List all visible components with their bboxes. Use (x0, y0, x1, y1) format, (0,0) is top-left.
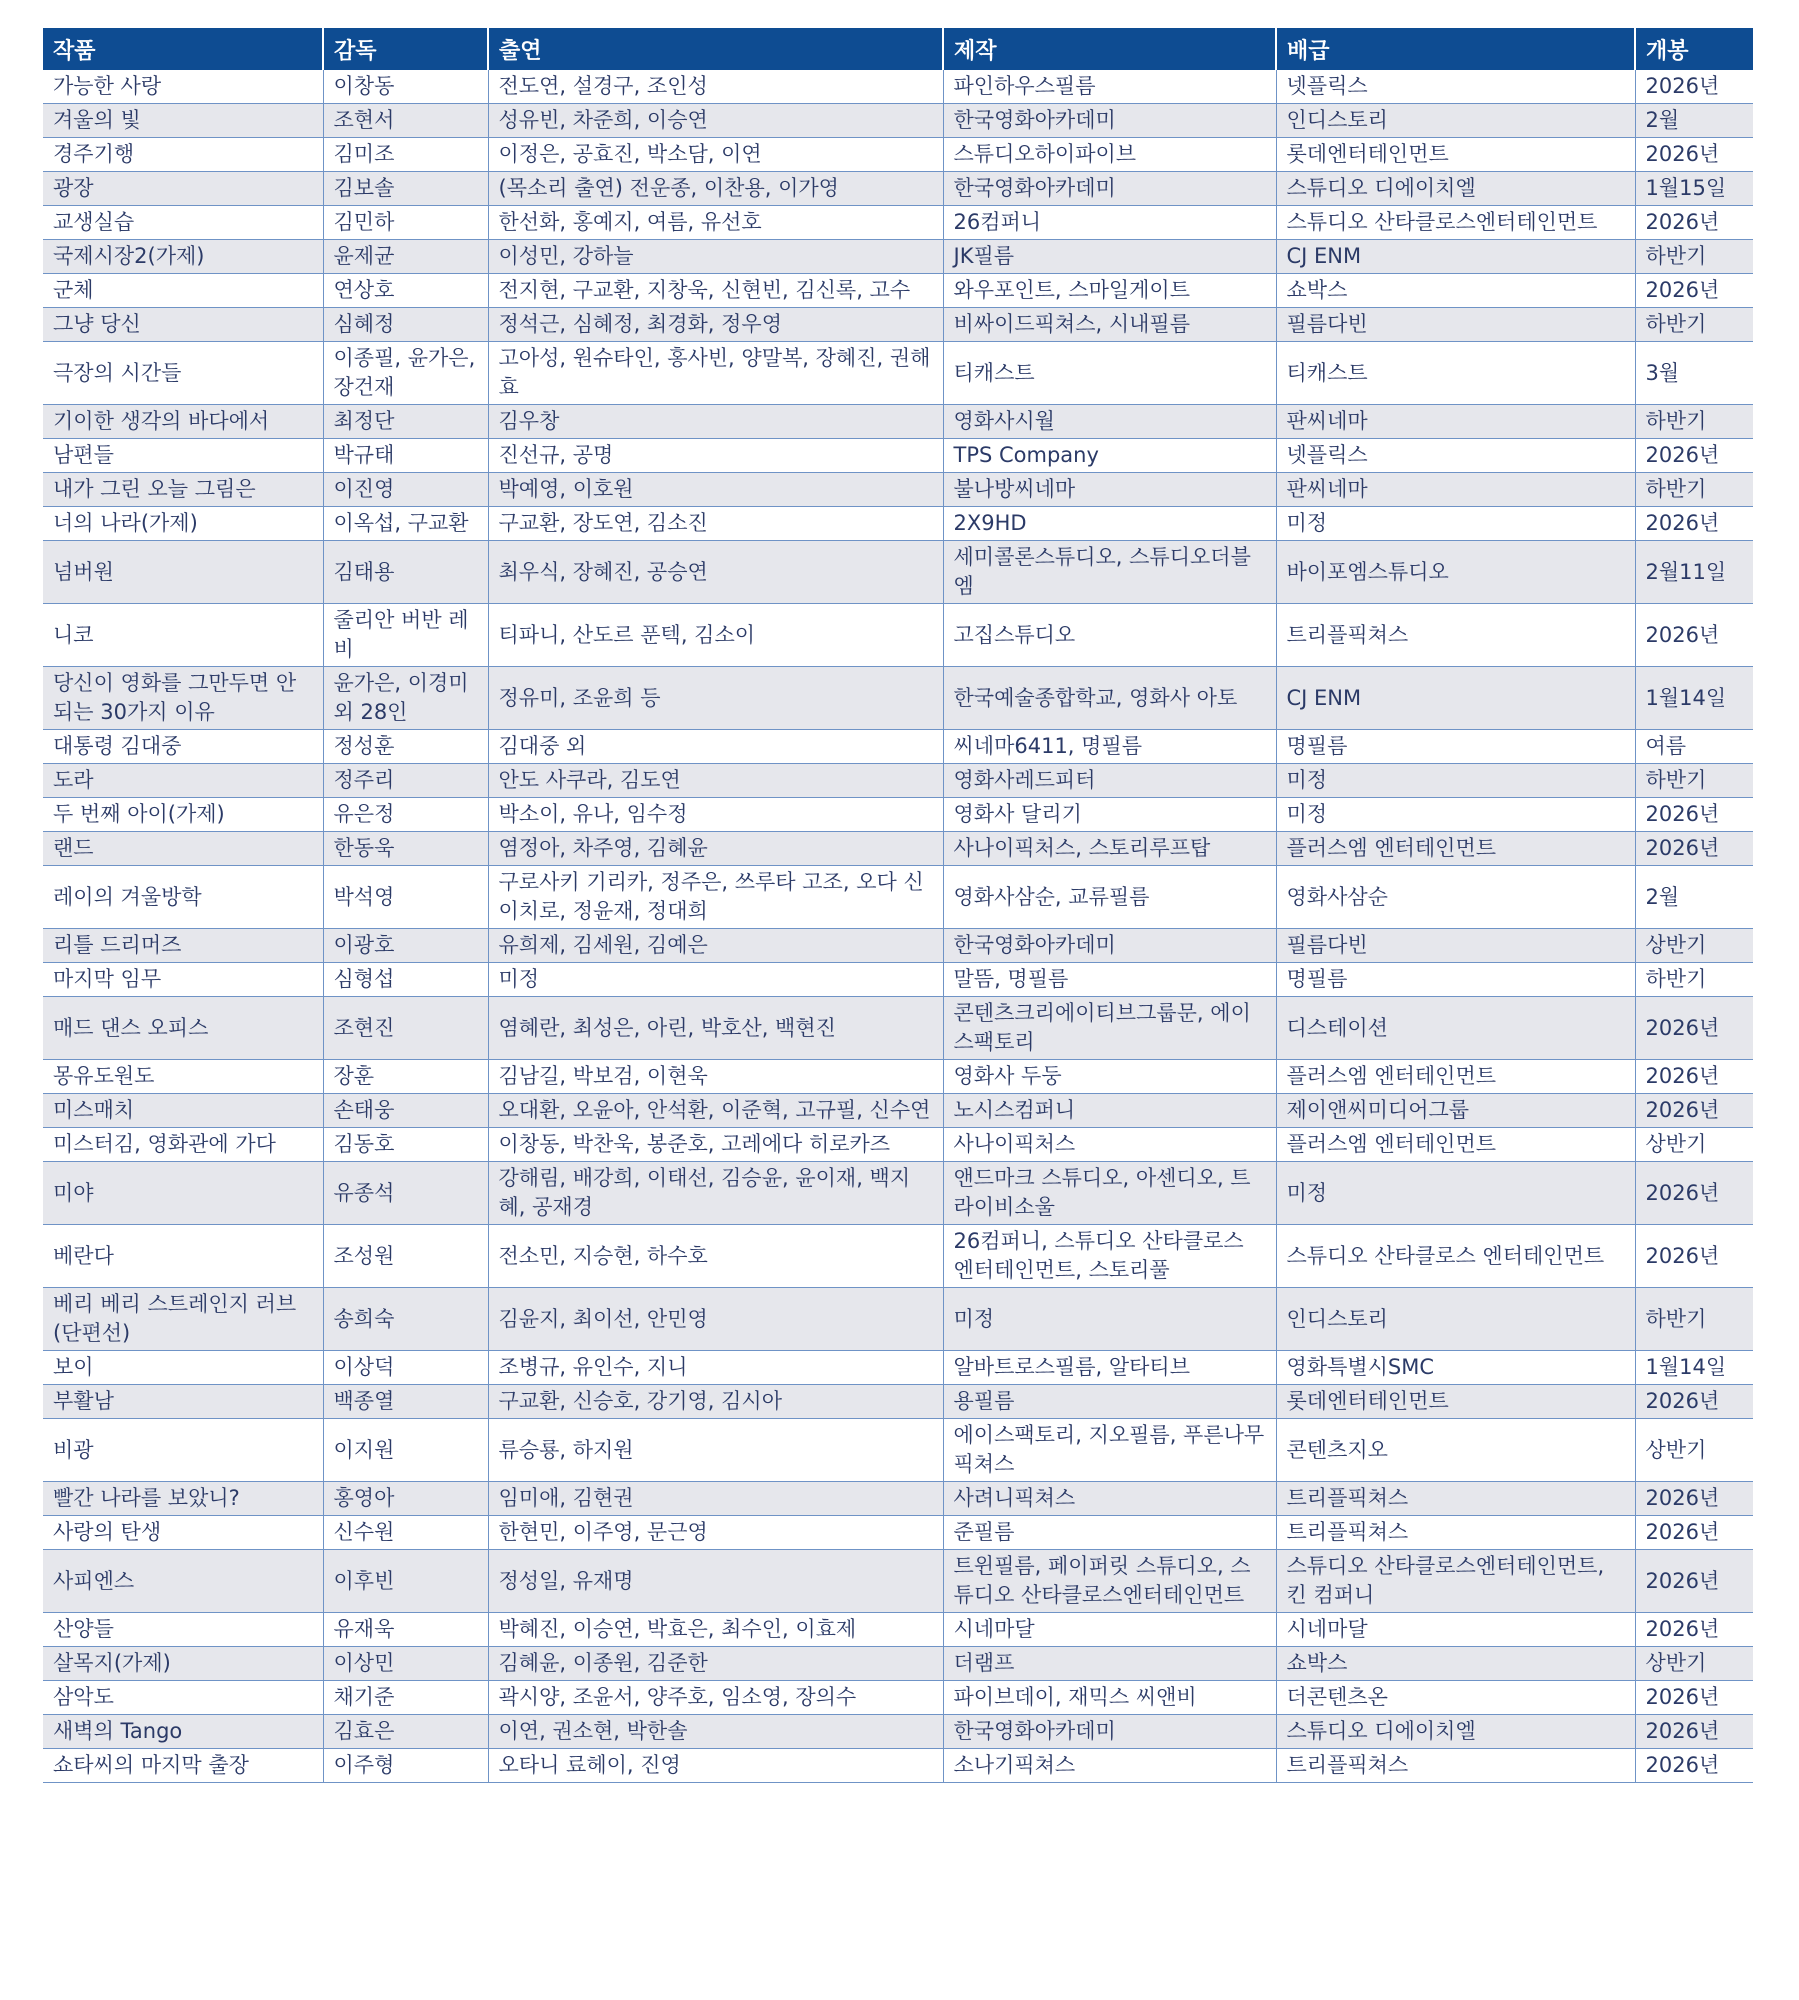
header-row (43, 28, 1753, 70)
director-cell: 손태웅 (323, 1094, 488, 1128)
release-cell: 2026년 (1635, 507, 1753, 541)
director-cell: 윤제균 (323, 240, 488, 274)
title-cell: 쇼타씨의 마지막 출장 (43, 1749, 323, 1783)
distribution-cell: 트리플픽쳐스 (1276, 1482, 1635, 1516)
release-cell: 2월 (1635, 104, 1753, 138)
table-row (43, 764, 1753, 798)
table-row (43, 342, 1753, 405)
title-cell: 빨간 나라를 보았니? (43, 1482, 323, 1516)
table-row (43, 473, 1753, 507)
title-cell: 마지막 임무 (43, 963, 323, 997)
distribution-cell: 미정 (1276, 798, 1635, 832)
release-cell: 여름 (1635, 730, 1753, 764)
distribution-cell: 롯데엔터테인먼트 (1276, 138, 1635, 172)
production-cell: JK필름 (943, 240, 1276, 274)
cast-cell: 김혜윤, 이종원, 김준한 (488, 1647, 943, 1681)
release-cell: 2026년 (1635, 1681, 1753, 1715)
cast-cell: 구교환, 신승호, 강기영, 김시아 (488, 1385, 943, 1419)
production-cell: 26컴퍼니 (943, 206, 1276, 240)
production-cell: 영화사 두둥 (943, 1060, 1276, 1094)
table-row (43, 866, 1753, 929)
production-cell: 와우포인트, 스마일게이트 (943, 274, 1276, 308)
distribution-cell: 콘텐츠지오 (1276, 1419, 1635, 1482)
title-cell: 삼악도 (43, 1681, 323, 1715)
cast-cell: 이창동, 박찬욱, 봉준호, 고레에다 히로카즈 (488, 1128, 943, 1162)
table-row (43, 138, 1753, 172)
distribution-cell: 트리플픽쳐스 (1276, 1749, 1635, 1783)
release-cell: 2월11일 (1635, 541, 1753, 604)
production-cell: 소나기픽쳐스 (943, 1749, 1276, 1783)
director-cell: 연상호 (323, 274, 488, 308)
production-cell: 영화사레드피터 (943, 764, 1276, 798)
header-production: 제작 (943, 28, 1276, 70)
cast-cell: 미정 (488, 963, 943, 997)
title-cell: 베리 베리 스트레인지 러브(단편선) (43, 1288, 323, 1351)
distribution-cell: 플러스엠 엔터테인먼트 (1276, 1060, 1635, 1094)
director-cell: 박규태 (323, 439, 488, 473)
table-row (43, 1288, 1753, 1351)
table-row (43, 1749, 1753, 1783)
cast-cell: (목소리 출연) 전운종, 이찬용, 이가영 (488, 172, 943, 206)
distribution-cell: CJ ENM (1276, 667, 1635, 730)
title-cell: 광장 (43, 172, 323, 206)
release-cell: 2026년 (1635, 1094, 1753, 1128)
title-cell: 베란다 (43, 1225, 323, 1288)
title-cell: 사피엔스 (43, 1550, 323, 1613)
title-cell: 넘버원 (43, 541, 323, 604)
production-cell: 앤드마크 스튜디오, 아센디오, 트라이비소울 (943, 1162, 1276, 1225)
title-cell: 보이 (43, 1351, 323, 1385)
title-cell: 그냥 당신 (43, 308, 323, 342)
production-cell: 영화사 달리기 (943, 798, 1276, 832)
distribution-cell: 판씨네마 (1276, 473, 1635, 507)
table-header (43, 28, 1753, 70)
director-cell: 유은정 (323, 798, 488, 832)
production-cell: 사려니픽쳐스 (943, 1482, 1276, 1516)
table-row (43, 104, 1753, 138)
film-release-table (43, 28, 1753, 1783)
director-cell: 이상덕 (323, 1351, 488, 1385)
distribution-cell: 더콘텐츠온 (1276, 1681, 1635, 1715)
table-row (43, 667, 1753, 730)
production-cell: 티캐스트 (943, 342, 1276, 405)
director-cell: 정성훈 (323, 730, 488, 764)
cast-cell: 오타니 료헤이, 진영 (488, 1749, 943, 1783)
table-row (43, 1647, 1753, 1681)
production-cell: 스튜디오하이파이브 (943, 138, 1276, 172)
release-cell: 2026년 (1635, 1613, 1753, 1647)
release-cell: 3월 (1635, 342, 1753, 405)
table-row (43, 172, 1753, 206)
director-cell: 줄리안 버반 레비 (323, 604, 488, 667)
cast-cell: 오대환, 오윤아, 안석환, 이준혁, 고규필, 신수연 (488, 1094, 943, 1128)
distribution-cell: 인디스토리 (1276, 1288, 1635, 1351)
director-cell: 김태용 (323, 541, 488, 604)
title-cell: 사랑의 탄생 (43, 1516, 323, 1550)
production-cell: 영화사삼순, 교류필름 (943, 866, 1276, 929)
table-row (43, 1351, 1753, 1385)
director-cell: 조현진 (323, 997, 488, 1060)
table-row (43, 1419, 1753, 1482)
release-cell: 2026년 (1635, 70, 1753, 104)
cast-cell: 전소민, 지승현, 하수호 (488, 1225, 943, 1288)
table-row (43, 1550, 1753, 1613)
production-cell: 한국영화아카데미 (943, 172, 1276, 206)
distribution-cell: 플러스엠 엔터테인먼트 (1276, 832, 1635, 866)
cast-cell: 유희제, 김세원, 김예은 (488, 929, 943, 963)
release-cell: 2026년 (1635, 1162, 1753, 1225)
table-row (43, 1681, 1753, 1715)
distribution-cell: 플러스엠 엔터테인먼트 (1276, 1128, 1635, 1162)
release-cell: 하반기 (1635, 764, 1753, 798)
cast-cell: 이성민, 강하늘 (488, 240, 943, 274)
table-row (43, 1385, 1753, 1419)
production-cell: 노시스컴퍼니 (943, 1094, 1276, 1128)
table-row (43, 1613, 1753, 1647)
release-cell: 2026년 (1635, 798, 1753, 832)
director-cell: 신수원 (323, 1516, 488, 1550)
table-row (43, 308, 1753, 342)
title-cell: 기이한 생각의 바다에서 (43, 405, 323, 439)
distribution-cell: 영화특별시SMC (1276, 1351, 1635, 1385)
production-cell: 세미콜론스튜디오, 스튜디오더블엠 (943, 541, 1276, 604)
director-cell: 홍영아 (323, 1482, 488, 1516)
production-cell: 한국영화아카데미 (943, 929, 1276, 963)
director-cell: 심혜정 (323, 308, 488, 342)
release-cell: 상반기 (1635, 929, 1753, 963)
title-cell: 레이의 겨울방학 (43, 866, 323, 929)
cast-cell: 박혜진, 이승연, 박효은, 최수인, 이효제 (488, 1613, 943, 1647)
release-cell: 2026년 (1635, 1550, 1753, 1613)
cast-cell: 진선규, 공명 (488, 439, 943, 473)
title-cell: 내가 그린 오늘 그림은 (43, 473, 323, 507)
release-cell: 2026년 (1635, 1225, 1753, 1288)
distribution-cell: 미정 (1276, 764, 1635, 798)
cast-cell: 구교환, 장도연, 김소진 (488, 507, 943, 541)
distribution-cell: 트리플픽쳐스 (1276, 604, 1635, 667)
distribution-cell: 판씨네마 (1276, 405, 1635, 439)
release-cell: 2026년 (1635, 439, 1753, 473)
production-cell: 고집스튜디오 (943, 604, 1276, 667)
release-cell: 2026년 (1635, 1385, 1753, 1419)
distribution-cell: 넷플릭스 (1276, 70, 1635, 104)
cast-cell: 염혜란, 최성은, 아린, 박호산, 백현진 (488, 997, 943, 1060)
cast-cell: 김우창 (488, 405, 943, 439)
table-row (43, 240, 1753, 274)
production-cell: 비싸이드픽쳐스, 시내필름 (943, 308, 1276, 342)
distribution-cell: 쇼박스 (1276, 274, 1635, 308)
production-cell: 알바트로스필름, 알타티브 (943, 1351, 1276, 1385)
distribution-cell: 바이포엠스튜디오 (1276, 541, 1635, 604)
production-cell: 영화사시월 (943, 405, 1276, 439)
distribution-cell: 필름다빈 (1276, 929, 1635, 963)
release-cell: 1월14일 (1635, 667, 1753, 730)
title-cell: 교생실습 (43, 206, 323, 240)
production-cell: 사나이픽처스 (943, 1128, 1276, 1162)
distribution-cell: 쇼박스 (1276, 1647, 1635, 1681)
cast-cell: 박소이, 유나, 임수정 (488, 798, 943, 832)
cast-cell: 안도 사쿠라, 김도연 (488, 764, 943, 798)
header-cast: 출연 (488, 28, 943, 70)
title-cell: 대통령 김대중 (43, 730, 323, 764)
cast-cell: 전도연, 설경구, 조인성 (488, 70, 943, 104)
production-cell: 준필름 (943, 1516, 1276, 1550)
table-row (43, 604, 1753, 667)
distribution-cell: 스튜디오 산타클로스 엔터테인먼트 (1276, 1225, 1635, 1288)
table-row (43, 541, 1753, 604)
release-cell: 상반기 (1635, 1647, 1753, 1681)
title-cell: 겨울의 빛 (43, 104, 323, 138)
director-cell: 최정단 (323, 405, 488, 439)
distribution-cell: 롯데엔터테인먼트 (1276, 1385, 1635, 1419)
production-cell: 한국영화아카데미 (943, 1715, 1276, 1749)
production-cell: 파이브데이, 재믹스 씨앤비 (943, 1681, 1276, 1715)
director-cell: 유종석 (323, 1162, 488, 1225)
release-cell: 2026년 (1635, 1749, 1753, 1783)
release-cell: 1월14일 (1635, 1351, 1753, 1385)
title-cell: 부활남 (43, 1385, 323, 1419)
table-row (43, 70, 1753, 104)
director-cell: 유재욱 (323, 1613, 488, 1647)
release-cell: 하반기 (1635, 963, 1753, 997)
title-cell: 가능한 사랑 (43, 70, 323, 104)
header-release: 개봉 (1635, 28, 1753, 70)
cast-cell: 김대중 외 (488, 730, 943, 764)
release-cell: 상반기 (1635, 1128, 1753, 1162)
title-cell: 미야 (43, 1162, 323, 1225)
production-cell: 한국예술종합학교, 영화사 아토 (943, 667, 1276, 730)
title-cell: 새벽의 Tango (43, 1715, 323, 1749)
release-cell: 2026년 (1635, 1060, 1753, 1094)
director-cell: 심형섭 (323, 963, 488, 997)
production-cell: 씨네마6411, 명필름 (943, 730, 1276, 764)
distribution-cell: 제이앤씨미디어그룹 (1276, 1094, 1635, 1128)
director-cell: 이상민 (323, 1647, 488, 1681)
release-cell: 하반기 (1635, 1288, 1753, 1351)
production-cell: 트윈필름, 페이퍼릿 스튜디오, 스튜디오 산타클로스엔터테인먼트 (943, 1550, 1276, 1613)
release-cell: 2026년 (1635, 1516, 1753, 1550)
production-cell: 한국영화아카데미 (943, 104, 1276, 138)
header-distribution: 배급 (1276, 28, 1635, 70)
title-cell: 군체 (43, 274, 323, 308)
table-row (43, 439, 1753, 473)
production-cell: 콘텐츠크리에이티브그룹문, 에이스팩토리 (943, 997, 1276, 1060)
title-cell: 국제시장2(가제) (43, 240, 323, 274)
distribution-cell: 시네마달 (1276, 1613, 1635, 1647)
table-row (43, 730, 1753, 764)
release-cell: 2026년 (1635, 997, 1753, 1060)
cast-cell: 임미애, 김현권 (488, 1482, 943, 1516)
director-cell: 정주리 (323, 764, 488, 798)
director-cell: 이창동 (323, 70, 488, 104)
distribution-cell: 넷플릭스 (1276, 439, 1635, 473)
distribution-cell: 명필름 (1276, 730, 1635, 764)
release-cell: 2026년 (1635, 832, 1753, 866)
cast-cell: 한현민, 이주영, 문근영 (488, 1516, 943, 1550)
cast-cell: 성유빈, 차준희, 이승연 (488, 104, 943, 138)
cast-cell: 김남길, 박보검, 이현욱 (488, 1060, 943, 1094)
director-cell: 백종열 (323, 1385, 488, 1419)
title-cell: 살목지(가제) (43, 1647, 323, 1681)
title-cell: 미스터김, 영화관에 가다 (43, 1128, 323, 1162)
production-cell: 2X9HD (943, 507, 1276, 541)
director-cell: 이광호 (323, 929, 488, 963)
table-body (43, 70, 1753, 1783)
director-cell: 조현서 (323, 104, 488, 138)
director-cell: 한동욱 (323, 832, 488, 866)
director-cell: 조성원 (323, 1225, 488, 1288)
production-cell: TPS Company (943, 439, 1276, 473)
table-row (43, 1516, 1753, 1550)
release-cell: 2026년 (1635, 274, 1753, 308)
production-cell: 사나이픽처스, 스토리루프탑 (943, 832, 1276, 866)
distribution-cell: 미정 (1276, 507, 1635, 541)
director-cell: 김민하 (323, 206, 488, 240)
distribution-cell: CJ ENM (1276, 240, 1635, 274)
cast-cell: 한선화, 홍예지, 여름, 유선호 (488, 206, 943, 240)
release-cell: 상반기 (1635, 1419, 1753, 1482)
distribution-cell: 디스테이션 (1276, 997, 1635, 1060)
table-row (43, 507, 1753, 541)
table-row (43, 405, 1753, 439)
title-cell: 매드 댄스 오피스 (43, 997, 323, 1060)
release-cell: 2월 (1635, 866, 1753, 929)
distribution-cell: 스튜디오 산타클로스엔터테인먼트, 킨 컴퍼니 (1276, 1550, 1635, 1613)
distribution-cell: 스튜디오 디에이치엘 (1276, 172, 1635, 206)
production-cell: 26컴퍼니, 스튜디오 산타클로스 엔터테인먼트, 스토리풀 (943, 1225, 1276, 1288)
title-cell: 산양들 (43, 1613, 323, 1647)
director-cell: 이주형 (323, 1749, 488, 1783)
title-cell: 도라 (43, 764, 323, 798)
director-cell: 김미조 (323, 138, 488, 172)
distribution-cell: 영화사삼순 (1276, 866, 1635, 929)
title-cell: 두 번째 아이(가제) (43, 798, 323, 832)
table-row (43, 206, 1753, 240)
director-cell: 이종필, 윤가은, 장건재 (323, 342, 488, 405)
cast-cell: 이연, 권소현, 박한솔 (488, 1715, 943, 1749)
table-row (43, 1128, 1753, 1162)
cast-cell: 고아성, 원슈타인, 홍사빈, 양말복, 장혜진, 권해효 (488, 342, 943, 405)
cast-cell: 구로사키 기리카, 정주은, 쓰루타 고조, 오다 신이치로, 정윤재, 정대희 (488, 866, 943, 929)
release-cell: 2026년 (1635, 604, 1753, 667)
director-cell: 윤가은, 이경미 외 28인 (323, 667, 488, 730)
director-cell: 김효은 (323, 1715, 488, 1749)
table-row (43, 1482, 1753, 1516)
distribution-cell: 티캐스트 (1276, 342, 1635, 405)
director-cell: 박석영 (323, 866, 488, 929)
director-cell: 이지원 (323, 1419, 488, 1482)
director-cell: 장훈 (323, 1060, 488, 1094)
cast-cell: 조병규, 유인수, 지니 (488, 1351, 943, 1385)
distribution-cell: 트리플픽쳐스 (1276, 1516, 1635, 1550)
cast-cell: 정성일, 유재명 (488, 1550, 943, 1613)
director-cell: 송희숙 (323, 1288, 488, 1351)
header-director: 감독 (323, 28, 488, 70)
director-cell: 이옥섭, 구교환 (323, 507, 488, 541)
cast-cell: 박예영, 이호원 (488, 473, 943, 507)
production-cell: 시네마달 (943, 1613, 1276, 1647)
title-cell: 경주기행 (43, 138, 323, 172)
title-cell: 랜드 (43, 832, 323, 866)
table-row (43, 963, 1753, 997)
title-cell: 니코 (43, 604, 323, 667)
table-row (43, 1060, 1753, 1094)
cast-cell: 전지현, 구교환, 지창욱, 신현빈, 김신록, 고수 (488, 274, 943, 308)
title-cell: 극장의 시간들 (43, 342, 323, 405)
release-cell: 2026년 (1635, 1715, 1753, 1749)
title-cell: 미스매치 (43, 1094, 323, 1128)
distribution-cell: 필름다빈 (1276, 308, 1635, 342)
release-cell: 2026년 (1635, 138, 1753, 172)
cast-cell: 이정은, 공효진, 박소담, 이연 (488, 138, 943, 172)
title-cell: 너의 나라(가제) (43, 507, 323, 541)
cast-cell: 류승룡, 하지원 (488, 1419, 943, 1482)
cast-cell: 강해림, 배강희, 이태선, 김승윤, 윤이재, 백지혜, 공재경 (488, 1162, 943, 1225)
table-row (43, 1715, 1753, 1749)
production-cell: 불나방씨네마 (943, 473, 1276, 507)
table-row (43, 1094, 1753, 1128)
release-cell: 하반기 (1635, 473, 1753, 507)
title-cell: 리틀 드리머즈 (43, 929, 323, 963)
table-row (43, 274, 1753, 308)
director-cell: 이후빈 (323, 1550, 488, 1613)
production-cell: 용필름 (943, 1385, 1276, 1419)
title-cell: 남편들 (43, 439, 323, 473)
release-cell: 하반기 (1635, 240, 1753, 274)
production-cell: 에이스팩토리, 지오필름, 푸른나무픽쳐스 (943, 1419, 1276, 1482)
title-cell: 당신이 영화를 그만두면 안 되는 30가지 이유 (43, 667, 323, 730)
production-cell: 파인하우스필름 (943, 70, 1276, 104)
table-row (43, 798, 1753, 832)
director-cell: 김보솔 (323, 172, 488, 206)
cast-cell: 정유미, 조윤희 등 (488, 667, 943, 730)
cast-cell: 곽시양, 조윤서, 양주호, 임소영, 장의수 (488, 1681, 943, 1715)
cast-cell: 김윤지, 최이선, 안민영 (488, 1288, 943, 1351)
distribution-cell: 스튜디오 산타클로스엔터테인먼트 (1276, 206, 1635, 240)
cast-cell: 최우식, 장혜진, 공승연 (488, 541, 943, 604)
distribution-cell: 인디스토리 (1276, 104, 1635, 138)
distribution-cell: 미정 (1276, 1162, 1635, 1225)
release-cell: 2026년 (1635, 206, 1753, 240)
table-row (43, 832, 1753, 866)
release-cell: 하반기 (1635, 308, 1753, 342)
production-cell: 더램프 (943, 1647, 1276, 1681)
table-row (43, 1225, 1753, 1288)
release-cell: 1월15일 (1635, 172, 1753, 206)
table-row (43, 997, 1753, 1060)
header-title: 작품 (43, 28, 323, 70)
director-cell: 채기준 (323, 1681, 488, 1715)
cast-cell: 염정아, 차주영, 김혜윤 (488, 832, 943, 866)
title-cell: 몽유도원도 (43, 1060, 323, 1094)
release-cell: 2026년 (1635, 1482, 1753, 1516)
distribution-cell: 스튜디오 디에이치엘 (1276, 1715, 1635, 1749)
production-cell: 말뜸, 명필름 (943, 963, 1276, 997)
production-cell: 미정 (943, 1288, 1276, 1351)
table-row (43, 929, 1753, 963)
director-cell: 김동호 (323, 1128, 488, 1162)
cast-cell: 티파니, 산도르 푼텍, 김소이 (488, 604, 943, 667)
distribution-cell: 명필름 (1276, 963, 1635, 997)
table-row (43, 1162, 1753, 1225)
film-release-table-container (43, 28, 1753, 1783)
cast-cell: 정석근, 심혜정, 최경화, 정우영 (488, 308, 943, 342)
director-cell: 이진영 (323, 473, 488, 507)
release-cell: 하반기 (1635, 405, 1753, 439)
title-cell: 비광 (43, 1419, 323, 1482)
